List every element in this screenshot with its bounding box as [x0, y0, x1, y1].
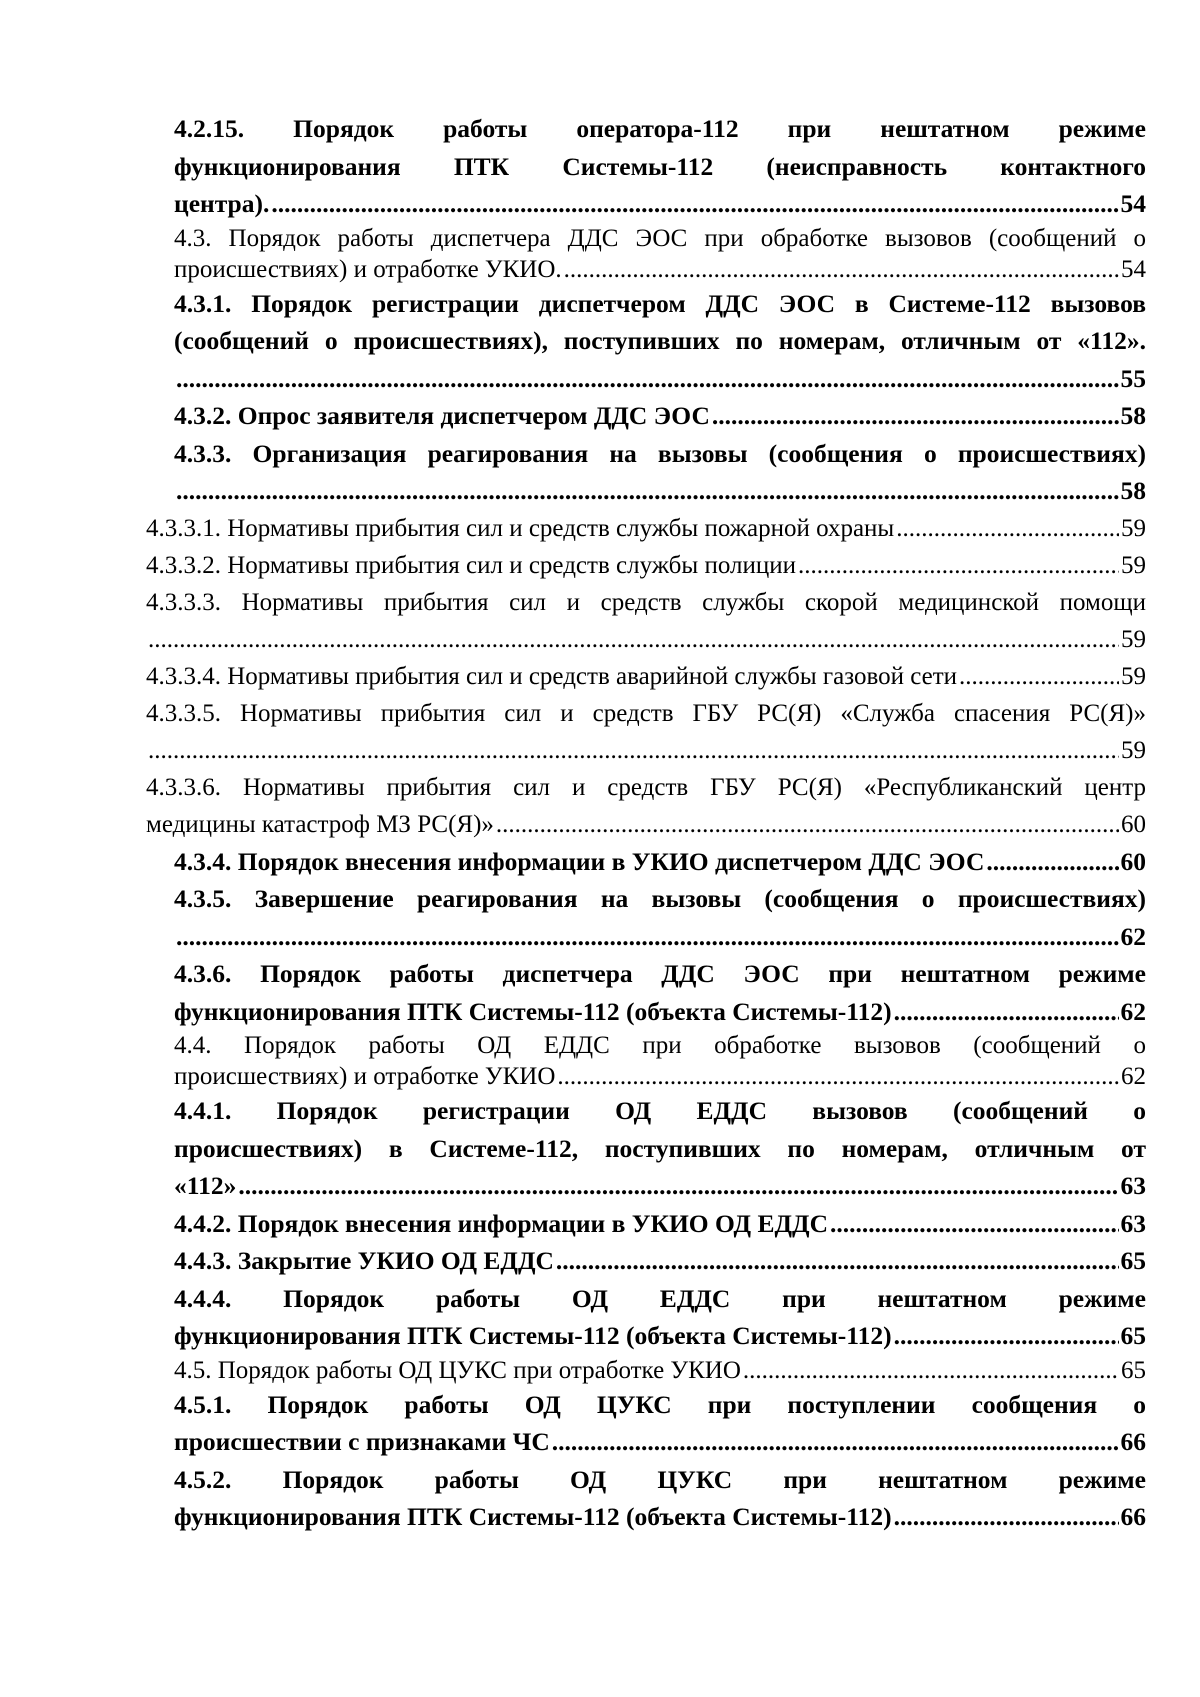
- toc-entry-title: 4.3.4. Порядок внесения информации в УКИО диспетчером ДДС ЭОС: [174, 846, 985, 876]
- toc-entry-line: 4.3.3. Организация реагирования на вызовы (сообщения о происшествиях): [174, 438, 1146, 468]
- toc-leader-line: [146, 510, 1146, 547]
- page-number: 59: [1121, 514, 1146, 542]
- toc-entry[interactable]: [146, 1092, 1146, 1205]
- dot-leader: [798, 547, 1119, 584]
- toc-entry-line: 4.3.3.6. Нормативы прибытия сил и средств ГБУ РС(Я) «Республиканский центр: [146, 773, 1146, 801]
- page-number: 65: [1120, 1246, 1146, 1275]
- toc-entry-line: 4.5.2. Порядок работы ОД ЦУКС при нештатном режиме: [174, 1464, 1146, 1494]
- toc-entry[interactable]: [146, 547, 1146, 584]
- toc-leader-line: [146, 732, 1146, 769]
- page-number: 66: [1120, 1427, 1146, 1456]
- page-number: 59: [1121, 625, 1146, 653]
- toc-entry-line: 4.3.1. Порядок регистрации диспетчером ДДС ЭОС в Системе-112 вызовов: [174, 288, 1146, 318]
- page-number: 54: [1120, 189, 1146, 218]
- toc-entry-title: функционирования ПТК Системы-112 (объекта Системы-112): [174, 996, 892, 1026]
- dot-leader: [148, 621, 1119, 658]
- toc-leader-line: [174, 1423, 1146, 1461]
- page-number: 54: [1121, 255, 1146, 283]
- toc-entry-line: 4.2.15. Порядок работы оператора-112 при нештатном режиме: [174, 114, 1146, 143]
- toc-entry-line: (сообщений о происшествиях), поступивших по номерам, отличным от «112».: [174, 326, 1146, 355]
- dot-leader: [271, 185, 1118, 223]
- toc-entry-title: центра).: [174, 189, 270, 218]
- toc-entry[interactable]: [146, 843, 1146, 881]
- dot-leader: [238, 1167, 1118, 1205]
- toc-entry[interactable]: [146, 584, 1146, 658]
- toc-entry-line: 4.3.3.5. Нормативы прибытия сил и средств ГБУ РС(Я) «Служба спасения РС(Я)»: [146, 699, 1146, 727]
- toc-leader-line: [174, 993, 1146, 1031]
- toc-entry-title: 4.3.3.4. Нормативы прибытия сил и средств аварийной службы газовой сети: [146, 662, 958, 690]
- toc-leader-line: [146, 547, 1146, 584]
- dot-leader: [176, 360, 1119, 398]
- toc-entry-title: 4.4.3. Закрытие УКИО ОД ЕДДС: [174, 1246, 554, 1275]
- page-number: 59: [1121, 736, 1146, 764]
- dot-leader: [552, 1423, 1119, 1461]
- dot-leader: [176, 472, 1119, 510]
- toc-leader-line: [174, 843, 1146, 881]
- page-number: 59: [1121, 551, 1146, 579]
- toc-entry-title: происшествии с признаками ЧС: [174, 1427, 550, 1456]
- toc-leader-line: [174, 1205, 1146, 1243]
- dot-leader: [712, 397, 1119, 435]
- dot-leader: [894, 1498, 1119, 1536]
- toc-entry-title: 4.4.2. Порядок внесения информации в УКИО ОД ЕДДС: [174, 1208, 828, 1238]
- toc-entry-title: 4.5. Порядок работы ОД ЦУКС при отработке УКИО: [174, 1356, 741, 1384]
- page-number: 65: [1120, 1321, 1146, 1350]
- toc-entry[interactable]: [146, 1386, 1146, 1461]
- toc-entry-line: 4.3.3.3. Нормативы прибытия сил и средств службы скорой медицинской помощи: [146, 588, 1146, 616]
- toc-leader-line: [174, 397, 1146, 435]
- toc-leader-line: [174, 1061, 1146, 1092]
- toc-entry[interactable]: [146, 110, 1146, 223]
- page-number: 58: [1120, 476, 1146, 505]
- toc-leader-line: [146, 621, 1146, 658]
- page-number: 59: [1121, 662, 1146, 690]
- dot-leader: [557, 1061, 1119, 1092]
- toc-leader-line: [174, 1317, 1146, 1355]
- toc-leader-line: [174, 185, 1146, 223]
- toc-entry-line: 4.4.1. Порядок регистрации ОД ЕДДС вызовов (сообщений о: [174, 1096, 1146, 1125]
- page-number: 63: [1120, 1171, 1146, 1200]
- toc-entry-title: функционирования ПТК Системы-112 (объекта Системы-112): [174, 1321, 892, 1350]
- toc-entry[interactable]: [146, 1280, 1146, 1355]
- toc-leader-line: [174, 918, 1146, 956]
- toc-entry-line: функционирования ПТК Системы-112 (неисправность контактного: [174, 151, 1146, 181]
- toc-leader-line: [174, 472, 1146, 510]
- toc-entry-title: медицины катастроф МЗ РС(Я)»: [146, 810, 494, 838]
- toc-entry-title: 4.3.3.1. Нормативы прибытия сил и средств службы пожарной охраны: [146, 514, 895, 542]
- page-number: 60: [1121, 810, 1146, 838]
- toc-entry-line: 4.3.5. Завершение реагирования на вызовы (сообщения о происшествиях): [174, 884, 1146, 913]
- dot-leader: [564, 254, 1119, 285]
- toc-entry[interactable]: [146, 1355, 1146, 1386]
- toc-entry-title: 4.3.2. Опрос заявителя диспетчером ДДС ЭОС: [174, 401, 710, 430]
- toc-entry-line: 4.4. Порядок работы ОД ЕДДС при обработке вызовов (сообщений о: [174, 1032, 1146, 1059]
- toc-entry[interactable]: [146, 397, 1146, 435]
- toc-entry-title: происшествиях) и отработке УКИО: [174, 1063, 556, 1090]
- page-number: 66: [1120, 1502, 1146, 1531]
- dot-leader: [176, 918, 1119, 956]
- page-number: 60: [1120, 846, 1146, 876]
- dot-leader: [986, 843, 1118, 881]
- toc-entry-line: 4.5.1. Порядок работы ОД ЦУКС при поступлении сообщения о: [174, 1389, 1146, 1419]
- toc-entry[interactable]: [146, 880, 1146, 955]
- toc-entry[interactable]: [146, 1030, 1146, 1092]
- toc-entry-line: 4.3. Порядок работы диспетчера ДДС ЭОС при обработке вызовов (сообщений о: [174, 224, 1146, 252]
- page-number: 62: [1121, 1063, 1146, 1090]
- toc-entry[interactable]: [146, 1205, 1146, 1243]
- toc-entry[interactable]: [146, 1242, 1146, 1280]
- toc-leader-line: [174, 1498, 1146, 1536]
- dot-leader: [496, 806, 1119, 843]
- toc-entry[interactable]: [146, 955, 1146, 1030]
- page-number: 63: [1120, 1208, 1146, 1238]
- toc-entry-line: 4.4.4. Порядок работы ОД ЕДДС при нештатном режиме: [174, 1283, 1146, 1313]
- page-number: 62: [1120, 996, 1146, 1026]
- dot-leader: [148, 732, 1119, 769]
- toc-entry[interactable]: [146, 285, 1146, 398]
- page-number: 62: [1120, 921, 1146, 951]
- toc-leader-line: [146, 806, 1146, 843]
- dot-leader: [894, 993, 1119, 1031]
- toc-entry[interactable]: [146, 435, 1146, 510]
- page-number: 65: [1121, 1356, 1146, 1384]
- toc-entry-title: 4.3.3.2. Нормативы прибытия сил и средств службы полиции: [146, 551, 796, 579]
- toc-entry[interactable]: [146, 510, 1146, 547]
- toc-entry-title: «112»: [174, 1171, 237, 1200]
- page-number: 58: [1120, 401, 1146, 430]
- toc-leader-line: [146, 658, 1146, 695]
- dot-leader: [830, 1205, 1119, 1243]
- toc-entry[interactable]: [146, 695, 1146, 769]
- dot-leader: [896, 510, 1119, 547]
- dot-leader: [959, 658, 1119, 695]
- toc-leader-line: [174, 360, 1146, 398]
- dot-leader: [894, 1317, 1119, 1355]
- toc-entry[interactable]: [146, 223, 1146, 285]
- toc-entry[interactable]: [146, 658, 1146, 695]
- toc-leader-line: [174, 1242, 1146, 1280]
- dot-leader: [556, 1242, 1119, 1280]
- toc-entry-title: происшествиях) и отработке УКИО.: [174, 255, 562, 283]
- table-of-contents: [146, 110, 1146, 1536]
- dot-leader: [743, 1355, 1119, 1386]
- toc-leader-line: [174, 1167, 1146, 1205]
- page-number: 55: [1120, 363, 1146, 393]
- toc-entry-line: происшествиях) в Системе-112, поступивших по номерам, отличным от: [174, 1133, 1146, 1163]
- toc-entry-title: функционирования ПТК Системы-112 (объекта Системы-112): [174, 1502, 892, 1531]
- toc-entry[interactable]: [146, 769, 1146, 843]
- toc-leader-line: [174, 1355, 1146, 1386]
- toc-leader-line: [174, 254, 1146, 285]
- toc-entry[interactable]: [146, 1461, 1146, 1536]
- toc-entry-line: 4.3.6. Порядок работы диспетчера ДДС ЭОС при нештатном режиме: [174, 959, 1146, 988]
